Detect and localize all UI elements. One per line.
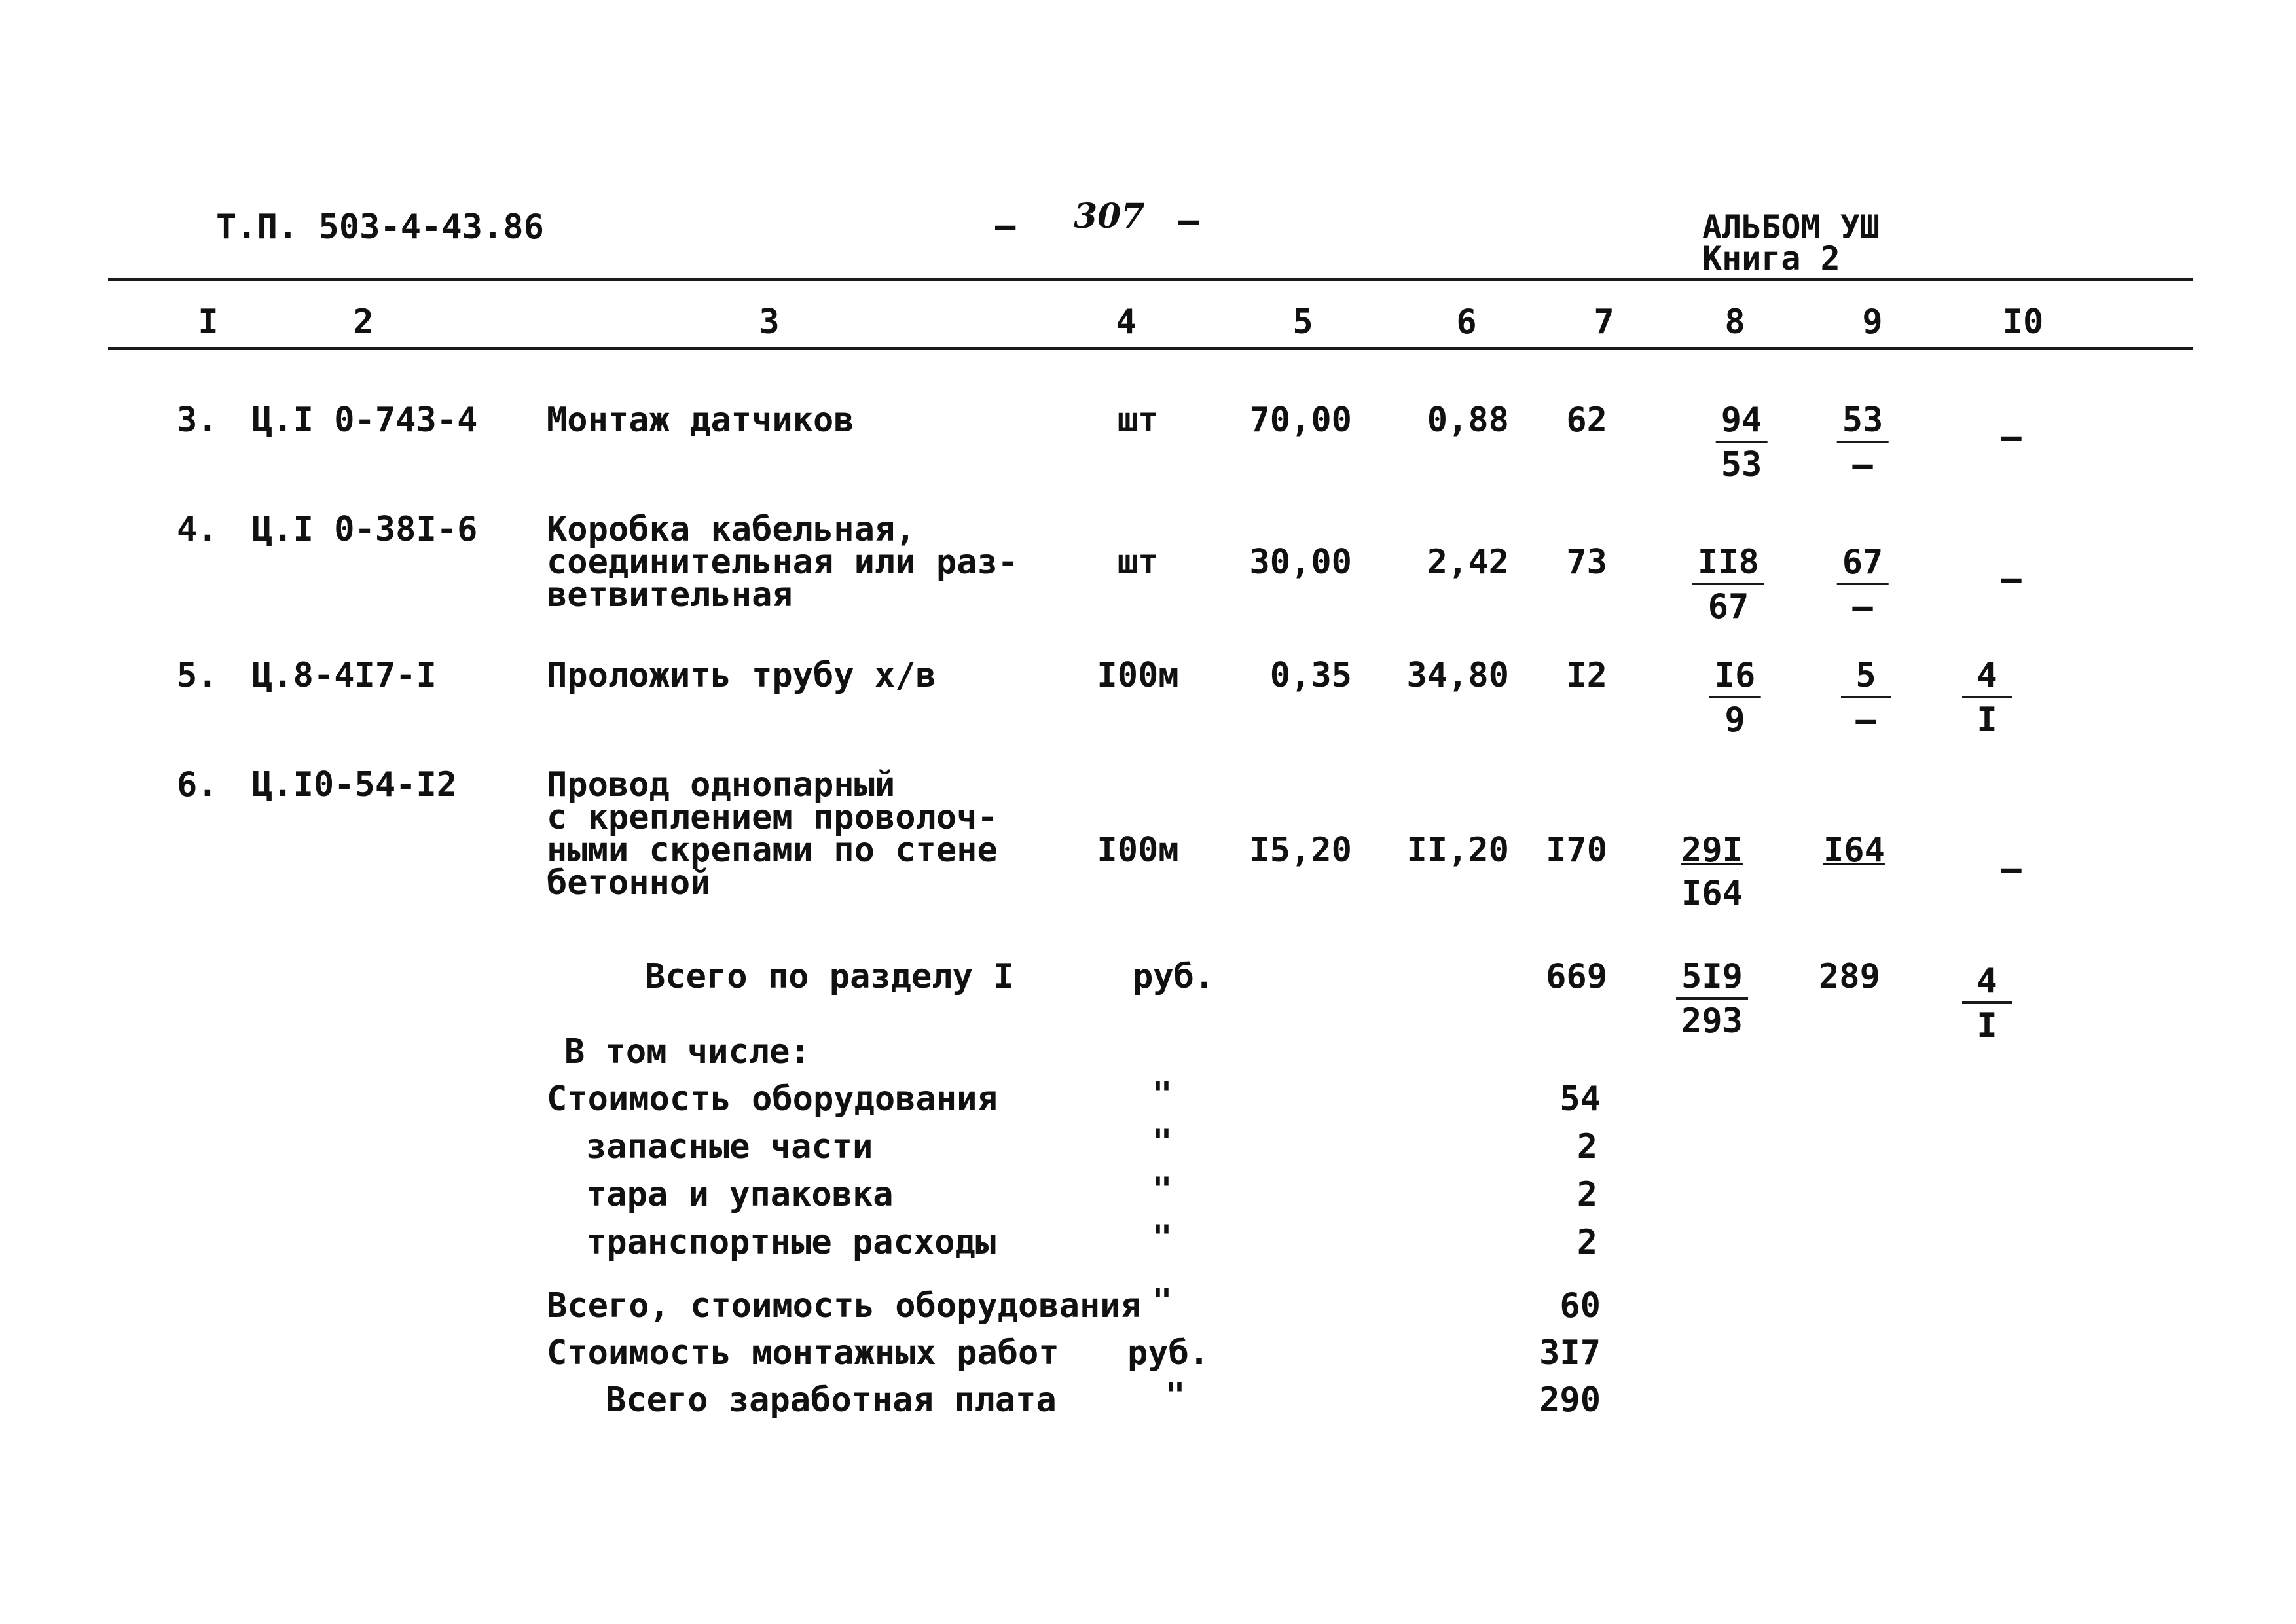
work-name-line: с креплением проволоч- bbox=[547, 798, 998, 837]
page-number: 307 bbox=[1074, 196, 1145, 236]
col10-fraction bbox=[1962, 964, 2012, 1043]
work-name-line: ными скрепами по стене bbox=[547, 831, 998, 870]
col10-fraction bbox=[1962, 658, 2012, 738]
total-cost: 62 bbox=[1566, 401, 1607, 440]
column-number: 6 bbox=[1456, 302, 1477, 342]
work-name-line: ветвительная bbox=[547, 575, 793, 615]
rate-code: Ц.I 0-743-4 bbox=[252, 401, 478, 440]
col9-numerator: 5 bbox=[1841, 658, 1891, 698]
column-number: I bbox=[198, 302, 219, 342]
rate-code: Ц.I 0-38I-6 bbox=[252, 510, 478, 549]
summary-label: запасные части bbox=[586, 1127, 873, 1166]
col8-denominator: 293 bbox=[1681, 1001, 1743, 1041]
section-total-label: Всего по разделу I bbox=[645, 957, 1014, 996]
total-cost: I2 bbox=[1566, 656, 1607, 695]
column-number: 9 bbox=[1862, 302, 1883, 342]
col8-fraction bbox=[1676, 959, 1748, 1039]
col8-fraction bbox=[1676, 833, 1748, 911]
unit: шт bbox=[1117, 543, 1159, 582]
summary-unit: " bbox=[1152, 1075, 1173, 1114]
col9-denominator: – bbox=[1852, 587, 1873, 626]
summary-unit: " bbox=[1152, 1282, 1173, 1321]
row-number: 6. bbox=[177, 765, 218, 804]
column-number: 7 bbox=[1594, 302, 1614, 342]
work-name-line: бетонной bbox=[547, 863, 711, 903]
quantity: I5,20 bbox=[1249, 831, 1352, 870]
col8-denominator: I64 bbox=[1681, 874, 1743, 913]
document-code: Т.П. 503-4-43.86 bbox=[216, 208, 544, 247]
column-number: 3 bbox=[759, 302, 780, 342]
summary-value: 60 bbox=[1559, 1286, 1601, 1326]
unit-price: II,20 bbox=[1406, 831, 1509, 870]
summary-label: Всего, стоимость оборудования bbox=[547, 1286, 1141, 1326]
summary-label: Всего заработная плата bbox=[606, 1380, 1057, 1420]
section-total-unit: руб. bbox=[1133, 957, 1215, 996]
col9-value: I64 bbox=[1823, 831, 1885, 870]
summary-unit: " bbox=[1152, 1218, 1173, 1257]
row-number: 3. bbox=[177, 401, 218, 440]
col8-numerator: 94 bbox=[1716, 403, 1768, 443]
book-label: Книга 2 bbox=[1702, 240, 1840, 278]
row-number: 5. bbox=[177, 656, 218, 695]
summary-value: 290 bbox=[1539, 1380, 1601, 1420]
section-total-cost: 669 bbox=[1546, 957, 1607, 996]
column-number: 5 bbox=[1292, 302, 1313, 342]
col10-value: – bbox=[2001, 559, 2022, 598]
work-name-line: соединительная или раз- bbox=[547, 543, 1019, 582]
col9-value: 289 bbox=[1819, 957, 1880, 996]
unit: I00м bbox=[1097, 831, 1179, 870]
col8-fraction bbox=[1709, 658, 1761, 738]
header-rule-bottom bbox=[108, 347, 2193, 350]
col10-denominator: I bbox=[1977, 1006, 1997, 1045]
summary-value: 2 bbox=[1576, 1127, 1597, 1166]
including-label: В том числе: bbox=[564, 1032, 811, 1072]
col9-denominator: – bbox=[1855, 700, 1876, 740]
column-number: 2 bbox=[353, 302, 374, 342]
rate-code: Ц.8-4I7-I bbox=[252, 656, 437, 695]
col10-denominator: I bbox=[1977, 700, 1997, 740]
summary-value: 2 bbox=[1576, 1223, 1597, 1262]
col10-numerator: 4 bbox=[1962, 964, 2012, 1004]
column-number: I0 bbox=[2002, 302, 2044, 342]
col8-denominator: 67 bbox=[1707, 587, 1749, 626]
col8-denominator: 9 bbox=[1724, 700, 1745, 740]
col9-numerator: 67 bbox=[1837, 545, 1889, 585]
rate-code: Ц.I0-54-I2 bbox=[252, 765, 458, 804]
quantity: 70,00 bbox=[1249, 401, 1352, 440]
page-number-dash-left: – bbox=[995, 206, 1016, 245]
summary-value: 3I7 bbox=[1539, 1333, 1601, 1373]
col8-numerator: 5I9 bbox=[1676, 959, 1748, 1000]
col8-fraction bbox=[1692, 545, 1764, 624]
col8-denominator: 53 bbox=[1721, 445, 1762, 484]
summary-unit: " bbox=[1152, 1170, 1173, 1210]
col8-fraction bbox=[1716, 403, 1768, 482]
col10-value: – bbox=[2001, 417, 2022, 456]
col9-fraction bbox=[1837, 403, 1889, 482]
total-cost: 73 bbox=[1566, 543, 1607, 582]
col10-value: – bbox=[2001, 849, 2022, 888]
col9-numerator: 53 bbox=[1837, 403, 1889, 443]
row-number: 4. bbox=[177, 510, 218, 549]
summary-label: Стоимость монтажных работ bbox=[547, 1333, 1059, 1373]
col10-numerator: 4 bbox=[1962, 658, 2012, 698]
work-name-line: Проложить трубу х/в bbox=[547, 656, 936, 695]
unit-price: 34,80 bbox=[1406, 656, 1509, 695]
work-name-line: Монтаж датчиков bbox=[547, 401, 854, 440]
quantity: 0,35 bbox=[1269, 656, 1352, 695]
col8-numerator: I6 bbox=[1709, 658, 1761, 698]
total-cost: I70 bbox=[1546, 831, 1607, 870]
col8-numerator: II8 bbox=[1692, 545, 1764, 585]
page-number-dash-right: – bbox=[1178, 201, 1199, 240]
summary-label: транспортные расходы bbox=[586, 1223, 996, 1262]
unit-price: 2,42 bbox=[1427, 543, 1509, 582]
summary-label: тара и упаковка bbox=[586, 1175, 894, 1214]
column-number: 8 bbox=[1724, 302, 1745, 342]
summary-unit: руб. bbox=[1127, 1333, 1210, 1373]
col9-denominator: – bbox=[1852, 445, 1873, 484]
summary-unit: " bbox=[1165, 1376, 1186, 1415]
col9-fraction bbox=[1837, 545, 1889, 624]
unit-price: 0,88 bbox=[1427, 401, 1509, 440]
work-name-line: Коробка кабельная, bbox=[547, 510, 916, 549]
summary-unit: " bbox=[1152, 1123, 1173, 1162]
work-name-line: Провод однопарный bbox=[547, 765, 896, 804]
unit: шт bbox=[1117, 401, 1159, 440]
summary-value: 54 bbox=[1559, 1079, 1601, 1119]
column-number: 4 bbox=[1116, 302, 1137, 342]
col8-numerator: 29I bbox=[1681, 831, 1743, 870]
header-rule-top bbox=[108, 278, 2193, 281]
summary-value: 2 bbox=[1576, 1175, 1597, 1214]
quantity: 30,00 bbox=[1249, 543, 1352, 582]
col9-fraction bbox=[1841, 658, 1891, 738]
summary-label: Стоимость оборудования bbox=[547, 1079, 998, 1119]
unit: I00м bbox=[1097, 656, 1179, 695]
album-label: АЛЬБОМ УШ bbox=[1702, 208, 1880, 246]
